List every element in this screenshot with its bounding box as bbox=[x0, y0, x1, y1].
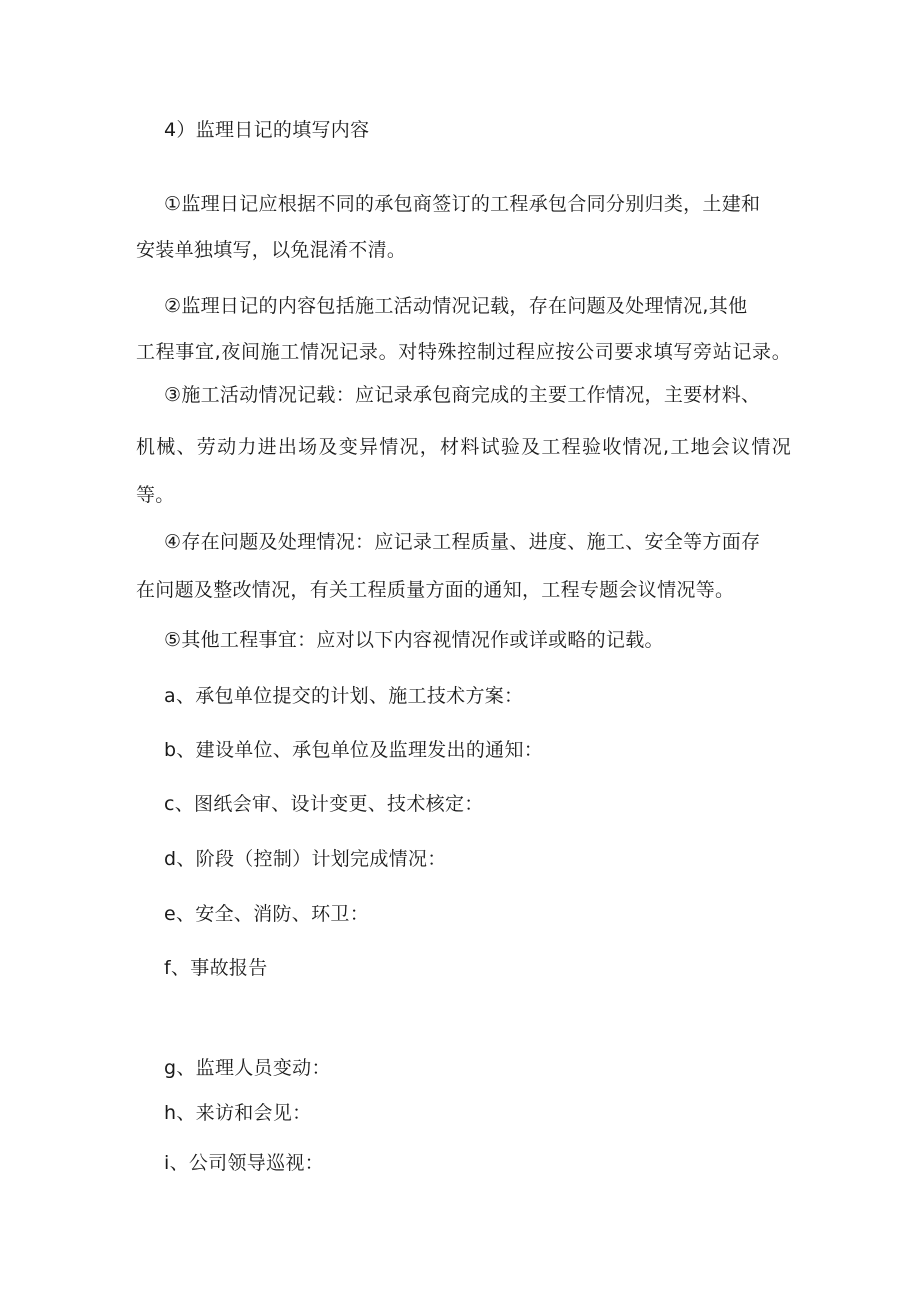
paragraph-4-line-1: ④存在问题及处理情况：应记录工程质量、进度、施工、安全等方面存 bbox=[164, 531, 761, 553]
list-item-i: i、公司领导巡视： bbox=[164, 1152, 324, 1174]
section-heading: 4）监理日记的填写内容 bbox=[164, 119, 370, 141]
list-item-a: a、承包单位提交的计划、施工技术方案： bbox=[164, 685, 524, 707]
paragraph-2-line-1: ②监理日记的内容包括施工活动情况记载，存在问题及处理情况,其他 bbox=[164, 295, 748, 317]
paragraph-1-line-2: 安装单独填写，以免混淆不清。 bbox=[136, 239, 407, 261]
list-item-h: h、来访和会见： bbox=[164, 1102, 312, 1124]
list-item-c: c、图纸会审、设计变更、技术核定： bbox=[164, 793, 484, 815]
list-item-b: b、建设单位、承包单位及监理发出的通知： bbox=[164, 739, 544, 761]
paragraph-4-line-2: 在问题及整改情况，有关工程质量方面的通知，工程专题会议情况等。 bbox=[136, 579, 735, 601]
paragraph-5-line-1: ⑤其他工程事宜：应对以下内容视情况作或详或略的记载。 bbox=[164, 629, 664, 651]
paragraph-3-line-2: 机械、劳动力进出场及变异情况，材料试验及工程验收情况,工地会议情况 bbox=[136, 436, 791, 458]
paragraph-1-line-1: ①监理日记应根据不同的承包商签订的工程承包合同分别归类，土建和 bbox=[164, 193, 761, 215]
paragraph-3-line-1: ③施工活动情况记载：应记录承包商完成的主要工作情况，主要材料、 bbox=[164, 384, 761, 406]
list-item-f: f、事故报告 bbox=[164, 957, 268, 979]
list-item-d: d、阶段（控制）计划完成情况： bbox=[164, 848, 447, 870]
list-item-e: e、安全、消防、环卫： bbox=[164, 903, 369, 925]
paragraph-3-line-3: 等。 bbox=[136, 484, 175, 506]
paragraph-2-line-2: 工程事宜,夜间施工情况记录。对特殊控制过程应按公司要求填写旁站记录。 bbox=[136, 341, 791, 363]
list-item-g: g、监理人员变动： bbox=[164, 1057, 331, 1079]
